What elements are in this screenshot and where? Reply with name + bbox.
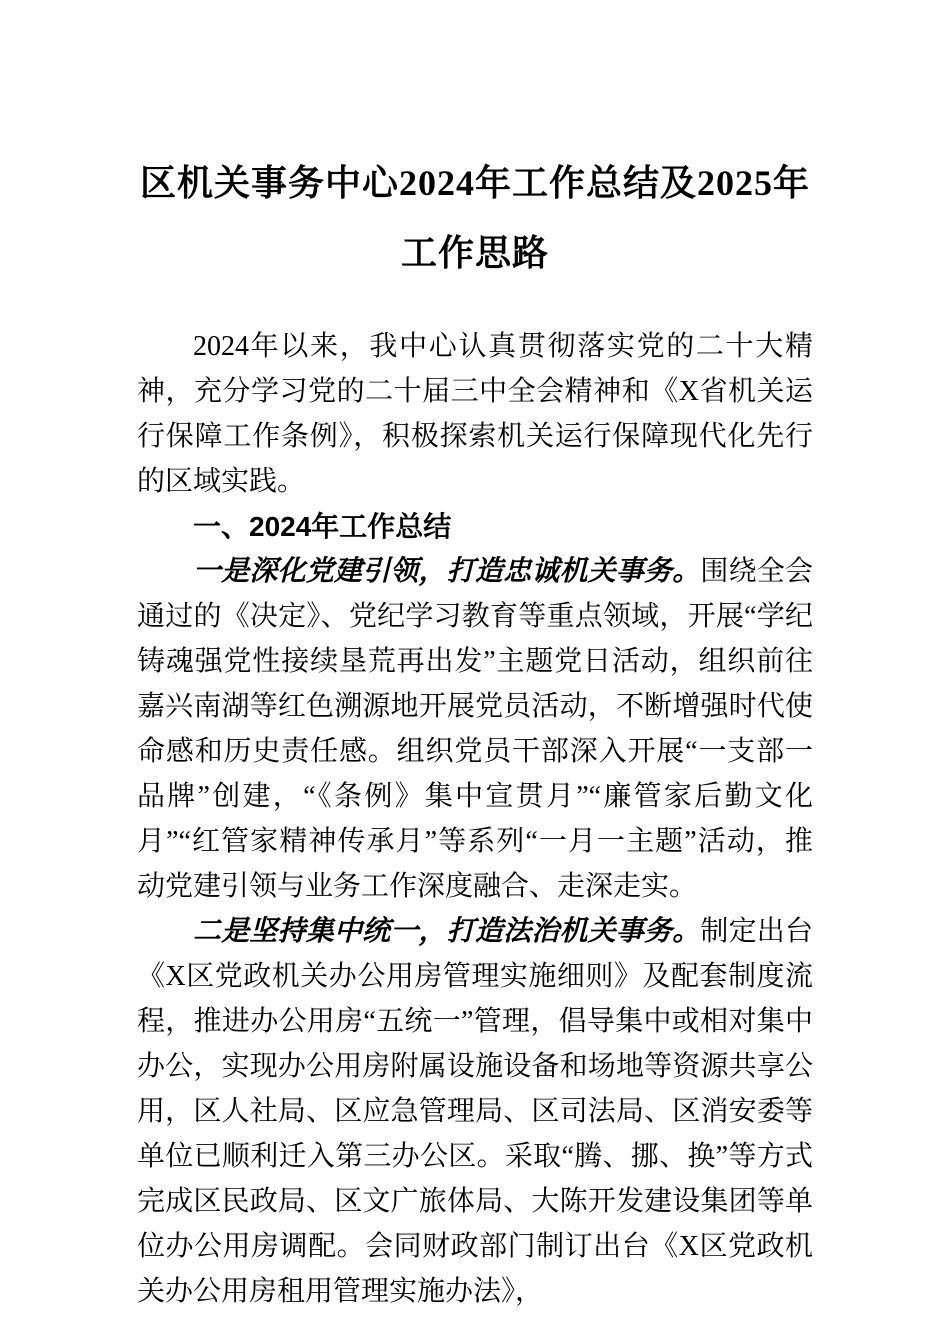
- paragraph-centralized-governance: [137, 909, 813, 1314]
- intro-paragraph: [137, 324, 813, 504]
- section-heading-2024-summary: 一、2024年工作总结: [193, 511, 452, 542]
- intro-paragraph-text: 2024年以来，我中心认真贯彻落实党的二十大精神，充分学习党的二十届三中全会精神和《X省机关运行保障工作条例》，积极探索机关运行保障现代化先行的区域实践。: [137, 331, 813, 497]
- paragraph-party-building: [137, 549, 813, 909]
- paragraph-centralized-governance-lead: 二是坚持集中统一，打造法治机关事务。: [193, 916, 701, 947]
- document-title: 区机关事务中心2024年工作总结及2025年工作思路: [139, 163, 810, 273]
- paragraph-party-building-lead: 一是深化党建引领，打造忠诚机关事务。: [193, 556, 701, 587]
- paragraph-party-building-text: 围绕全会通过的《决定》、党纪学习教育等重点领域，开展“学纪铸魂强党性接续垦荒再出发”主题党日活动，组织前往嘉兴南湖等红色溯源地开展党员活动，不断增强时代使命感和历史责任感。组织党员干部深入开展“一支部一品牌”创建，“《条例》集中宣贯月”“廉管家后勤文化月”“红管家精神传承月”等系列“一月一主题”活动，推动党建引领与业务工作深度融合、走深走实。: [137, 556, 813, 902]
- paragraph-centralized-governance-text: 制定出台《X区党政机关办公用房管理实施细则》及配套制度流程，推进办公用房“五统一”管理，倡导集中或相对集中办公，实现办公用房附属设施设备和场地等资源共享公用，区人社局、区应急管理局、区司法局、区消安委等单位已顺利迁入第三办公区。采取“腾、挪、换”等方式完成区民政局、区文广旅体局、大陈开发建设集团等单位办公用房调配。会同财政部门制订出台《X区党政机关办公用房租用管理实施办法》，: [137, 916, 813, 1307]
